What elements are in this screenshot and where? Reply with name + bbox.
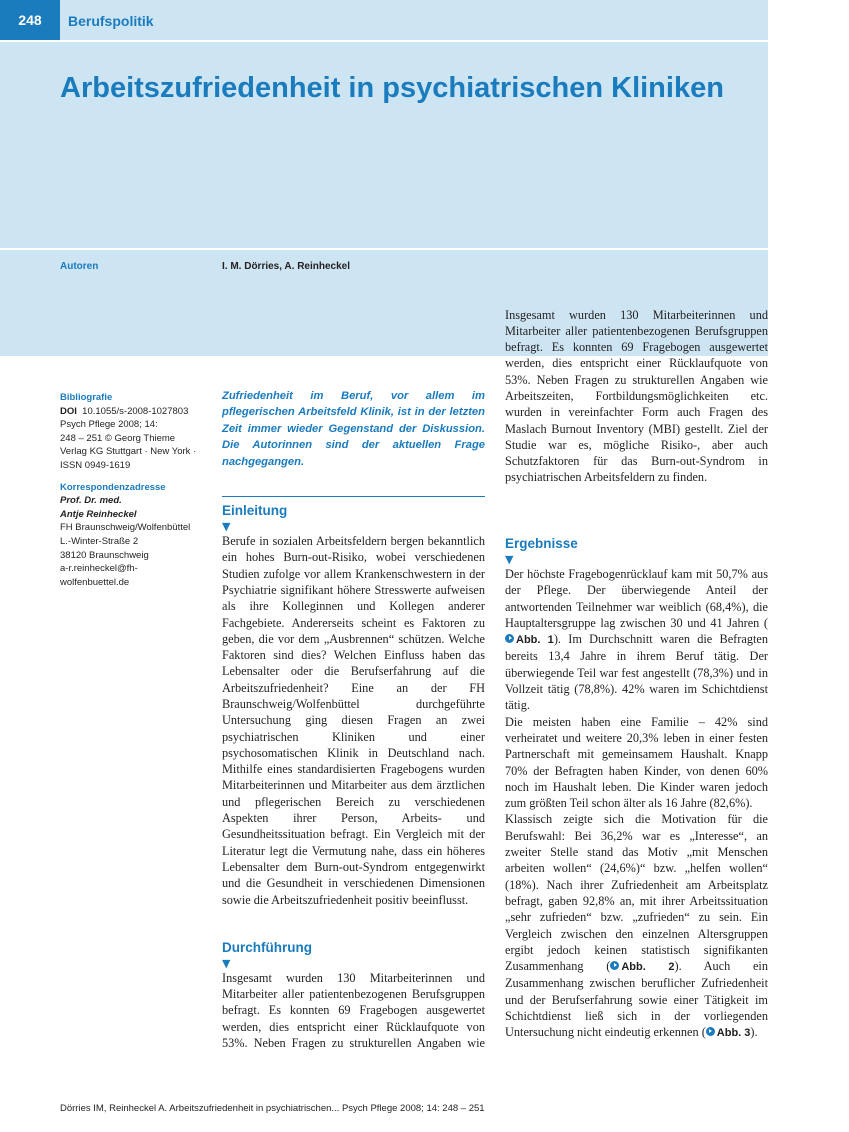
heading-ergebnisse: Ergebnisse <box>505 536 578 551</box>
title-divider <box>0 248 768 250</box>
citation-line: ISSN 0949-1619 <box>60 459 131 471</box>
ergebnisse-paragraph-2: Die meisten haben eine Familie – 42% sind verheiratet und weitere 20,3% leben in einer festen Partnerschaft mit gemeinsamem Haushalt. Knapp 70% der Befragten haben Kinder, von denen 60% noch im Haushalt leben. Die Kinder waren jedoch zum größten Teil schon älter als 16 Jahre (82,6%). <box>505 714 768 811</box>
page-number: 248 <box>0 0 60 40</box>
doi-value[interactable]: 10.1055/s-2008-1027803 <box>82 405 189 417</box>
header-divider <box>0 40 768 42</box>
triangle-marker-icon: ▼ <box>222 520 231 534</box>
citation-line: Verlag KG Stuttgart · New York · <box>60 446 197 458</box>
body-column-1 <box>222 388 485 1052</box>
header-band <box>0 0 768 356</box>
bibliografie-label: Bibliografie <box>60 392 113 403</box>
doi-label: DOI <box>60 405 77 417</box>
triangle-marker-icon: ▼ <box>222 956 231 970</box>
triangle-marker-icon: ▼ <box>505 553 514 566</box>
correspondence-label: Korrespondenzadresse <box>60 481 166 493</box>
article-title: Arbeitszufriedenheit in psychiatrischen Kliniken <box>60 72 724 104</box>
heading-durchfuehrung: Durchführung <box>222 939 312 955</box>
body-column-2 <box>505 307 768 1042</box>
figure-link-1[interactable]: Abb. 1 <box>516 634 554 647</box>
authors: I. M. Dörries, A. Reinheckel <box>222 261 351 272</box>
address-line: FH Braunschweig/Wolfenbüttel <box>60 522 191 534</box>
figure-arrow-icon <box>610 961 619 970</box>
figure-link-3[interactable]: Abb. 3 <box>716 1027 751 1040</box>
figure-arrow-icon <box>706 1027 715 1036</box>
correspondence-name: Prof. Dr. med. <box>60 495 122 507</box>
durchfuehrung-continued: Insgesamt wurden 130 Mitarbeiterinnen und Mitarbeiter aller patientenbezogenen Berufsgruppen befragt. Es konnten 69 Fragebogen ausgewertet werden, dies entspricht einer Rücklaufquote von 53%. Neben Fragen zu strukturellen Angaben wie Arbeitszeiten, Fortbildungsmöglichkeiten etc. wurden in vereinfachter Form auch Fragen des Maslach Burnout Inventory (MBI) gestellt. Ziel der Studie war es, mögliche Risiko-, aber auch Schutzfaktoren für das Burn-out-Syndrom in psychiatrischen Arbeitsfeldern zu finden. <box>505 307 768 485</box>
einleitung-text: Berufe in sozialen Arbeitsfeldern bergen bekanntlich ein hohes Burn-out-Risiko, wobei verschiedenen Studien zufolge vor allem Krankenschwestern in der Psychiatrie signifikant höhere Stresswerte aufweisen als ihre Kolleginnen und Kollegen anderer Fachgebiete. Andererseits scheint es Faktoren zu geben, die vor dem „Ausbrennen“ schützen. Welche Faktoren sind dies? Welchen Einfluss haben das Lebensalter oder die Berufserfahrung auf die Arbeitszufriedenheit? Eine an der FH Braunschweig/Wolfenbüttel durchgeführte Untersuchung ging diesen Fragen an zwei psychiatrischen Kliniken und einer psychosomatischen Klinik in Deutschland nach. Mithilfe eines standardisierten Fragebogens wurden Mitarbeiterinnen und Mitarbeiter aus dem ärztlichen und pflegerischen Bereich zu verschiedenen Aspekten ihrer Person, Arbeits- und Gesundheitssituation befragt. Ein Vergleich mit der Literatur legt die Vermutung nahe, dass ein höheres Lebensalter dem Burn-out-Syndrom entgegenwirkt und die Gesundheit in verschiedenen Dimensionen sowie die Arbeitszufriedenheit positiv beeinflusst. <box>222 534 485 907</box>
email-line[interactable]: wolfenbuettel.de <box>60 576 130 588</box>
address-line: L.-Winter-Straße 2 <box>60 535 139 547</box>
figure-arrow-icon <box>505 634 514 643</box>
section-label: Berufspolitik <box>68 13 154 29</box>
correspondence-name: Antje Reinheckel <box>60 508 137 520</box>
section-rule <box>222 496 485 497</box>
authors-label: Autoren <box>60 261 99 272</box>
doi-line <box>60 405 210 419</box>
address-line: 38120 Braunschweig <box>60 549 149 561</box>
citation-line: 248 – 251 © Georg Thieme <box>60 432 176 444</box>
citation-line: Psych Pflege 2008; 14: <box>60 419 158 431</box>
metadata-column <box>60 391 210 589</box>
figure-link-2[interactable]: Abb. 2 <box>621 961 675 974</box>
heading-einleitung: Einleitung <box>222 503 288 519</box>
email-line[interactable]: a-r.reinheckel@fh- <box>60 563 138 575</box>
running-footer: Dörries IM, Reinheckel A. Arbeitszufriedenheit in psychiatrischen... Psych Pflege 2008; 14: 248 – 251 <box>60 1103 485 1114</box>
ergebnisse-paragraph-3: Klassisch zeigte sich die Motivation für die Berufswahl: Bei 36,2% war es „Interesse“, an zweiter Stelle stand das Motiv „mit Menschen arbeiten wollen“ (24,6%)“ bzw. „helfen wollen“ (18%). Nach ihrer Zufriedenheit am Arbeitsplatz befragt, gaben 92,8% an, mit ihrer Arbeitssituation „sehr zufrieden“ bzw. „zufrieden“ zu sein. Ein Vergleich zwischen den einzelnen Altersgruppen ergibt jedoch keinen statistisch signifikanten Zusammenhang ( Abb. 2). Auch ein Zusammenhang zwischen beruflicher Zufriedenheit und der Berufserfahrung sowie einer Tätigkeit im Schichtdienst ließ sich in der vorliegenden Untersuchung nicht eindeutig erkennen ( Abb. 3). <box>505 812 768 1040</box>
durchfuehrung-text: Insgesamt wurden 130 Mitarbeiterinnen und Mitarbeiter aller patientenbezogenen Berufsgruppen befragt. Es konnten 69 Fragebogen ausgewertet werden, dies entspricht einer Rücklaufquote von 53%. Neben Fragen zu strukturellen Angaben wie <box>222 970 485 1051</box>
lead-paragraph: Zufriedenheit im Beruf, vor allem im pflegerischen Arbeitsfeld Klinik, ist in der letzten Zeit immer wieder Gegenstand der Diskussion. Die Autorinnen sind der aktuellen Frage nachgegangen. <box>222 390 485 468</box>
ergebnisse-paragraph-1: Der höchste Fragebogenrücklauf kam mit 50,7% aus der Pflege. Der überwiegende Anteil der antwortenden Teilnehmer war weiblich (68,4%), die Hauptaltersgruppe lag zwischen 30 und 41 Jahren (Abb. 1). Im Durchschnitt waren die Befragten bereits 13,4 Jahre in ihrem Beruf tätig. Der überwiegende Teil war fest angestellt (78,3%) und in Vollzeit tätig (78,8%). 42% waren im Schichtdienst tätig. <box>505 567 768 713</box>
